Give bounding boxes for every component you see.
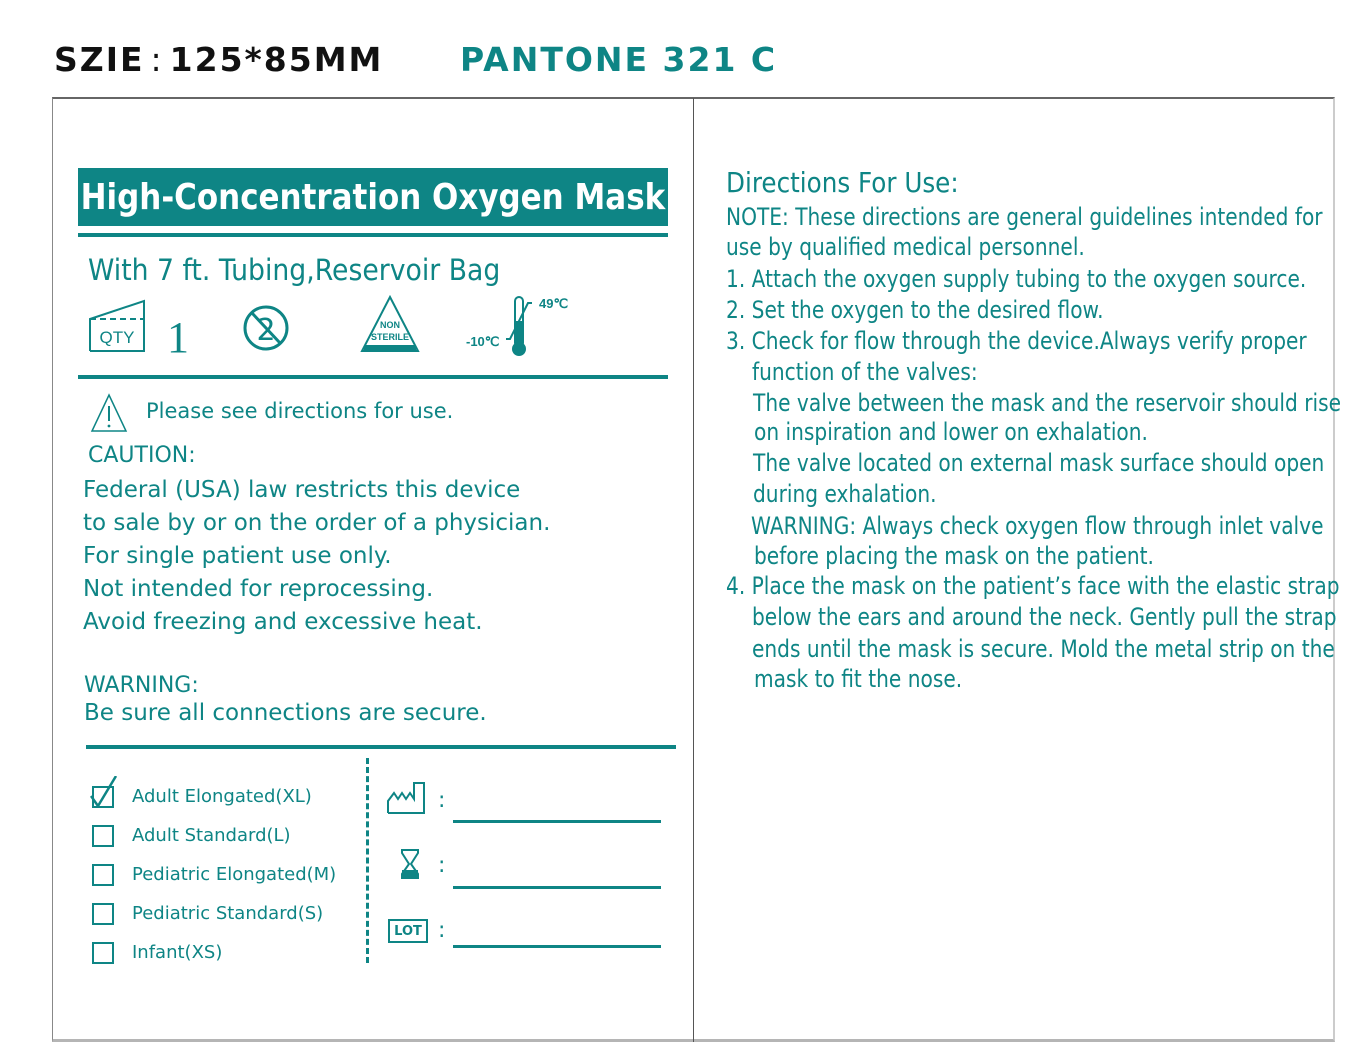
size-options [92,777,336,972]
directions-line: The valve between the mask and the reservoir should rise [753,389,1342,417]
caution-line: Federal (USA) law restricts this device [83,477,521,503]
temp-low-label: -10℃ [466,334,500,349]
manufacture-date-icon [386,781,426,820]
directions-line: before placing the mask on the patient. [754,542,1154,570]
caution-text [83,474,550,639]
warning-rule [86,745,676,749]
lot-colon: : [438,918,446,943]
directions-line: ends until the mask is secure. Mold the metal strip on the [752,635,1335,663]
directions-line: The valve located on external mask surface should open [753,449,1325,477]
svg-text:NON: NON [380,320,400,330]
checkbox[interactable] [92,903,114,925]
directions-line: on inspiration and lower on exhalation. [754,418,1148,446]
caution-line: For single patient use only. [83,543,392,569]
directions-title: Directions For Use: [726,166,959,199]
size-option-xs[interactable] [92,933,336,972]
qty-value: 1 [167,313,189,362]
directions-step-1: 1. Attach the oxygen supply tubing to the oxygen source. [726,265,1307,293]
warning-heading: WARNING: [84,673,199,698]
directions-line: use by qualified medical personnel. [726,233,1085,261]
panel-divider [693,98,694,1042]
size-option-l[interactable] [92,816,336,855]
title-rule [78,233,668,237]
checkmark-icon [90,776,120,808]
caution-line: Avoid freezing and excessive heat. [83,609,483,635]
checkbox[interactable] [92,825,114,847]
directions-step-4: 4. Place the mask on the patient’s face with the elastic strap [726,572,1340,600]
caution-line: to sale by or on the order of a physician. [83,510,551,536]
size-colon: : [150,40,164,79]
directions-warning: WARNING: Always check oxygen flow through inlet valve [751,512,1324,540]
product-title-bar [78,168,668,226]
see-directions-text: Please see directions for use. [146,399,454,423]
directions-step-2: 2. Set the oxygen to the desired flow. [726,296,1104,324]
size-label: SZIE [54,40,145,79]
svg-text:STERILE: STERILE [370,332,410,342]
pantone-spec: PANTONE 321 C [460,40,778,79]
checkbox[interactable] [92,864,114,886]
directions-line: below the ears and around the neck. Gently pull the strap [752,603,1337,631]
size-value: 125*85MM [169,40,384,79]
size-option-xl[interactable] [92,777,336,816]
size-option-m[interactable] [92,855,336,894]
checkbox-checked[interactable] [92,786,114,808]
fields-dashed-divider [366,758,369,963]
manufacture-date-colon: : [438,788,446,813]
size-label: Pediatric Standard(S) [132,903,324,924]
manufacture-date-field[interactable] [453,820,661,823]
size-label: Infant(XS) [132,942,223,963]
directions-line: function of the valves: [752,358,978,386]
size-option-s[interactable] [92,894,336,933]
expiry-colon: : [438,853,446,878]
directions-line: NOTE: These directions are general guidelines intended for [726,203,1323,231]
directions-line: during exhalation. [753,480,937,508]
directions-step-3: 3. Check for flow through the device.Always verify proper [726,327,1307,355]
temp-high-label: 49℃ [539,296,569,311]
size-label: Adult Standard(L) [132,825,291,846]
caution-triangle-icon [90,393,128,438]
caution-heading: CAUTION: [88,443,196,468]
warning-text: Be sure all connections are secure. [84,700,487,726]
non-sterile-icon [360,295,420,358]
svg-text:2: 2 [256,313,276,348]
do-not-reuse-icon [242,304,290,357]
expiry-hourglass-icon [400,848,420,885]
directions-line: mask to fit the nose. [754,665,963,693]
expiry-date-field[interactable] [453,886,661,889]
size-spec [54,40,383,79]
size-label: Adult Elongated(XL) [132,786,312,807]
product-subtitle: With 7 ft. Tubing,Reservoir Bag [88,253,501,287]
qty-icon [88,297,148,358]
caution-line: Not intended for reprocessing. [83,576,434,602]
size-label: Pediatric Elongated(M) [132,864,337,885]
product-title: High-Concentration Oxygen Mask [80,176,666,218]
checkbox[interactable] [92,942,114,964]
lot-number-field[interactable] [453,945,661,948]
lot-icon: LOT [388,919,428,943]
symbols-rule [78,375,668,379]
svg-text:QTY: QTY [99,328,135,347]
